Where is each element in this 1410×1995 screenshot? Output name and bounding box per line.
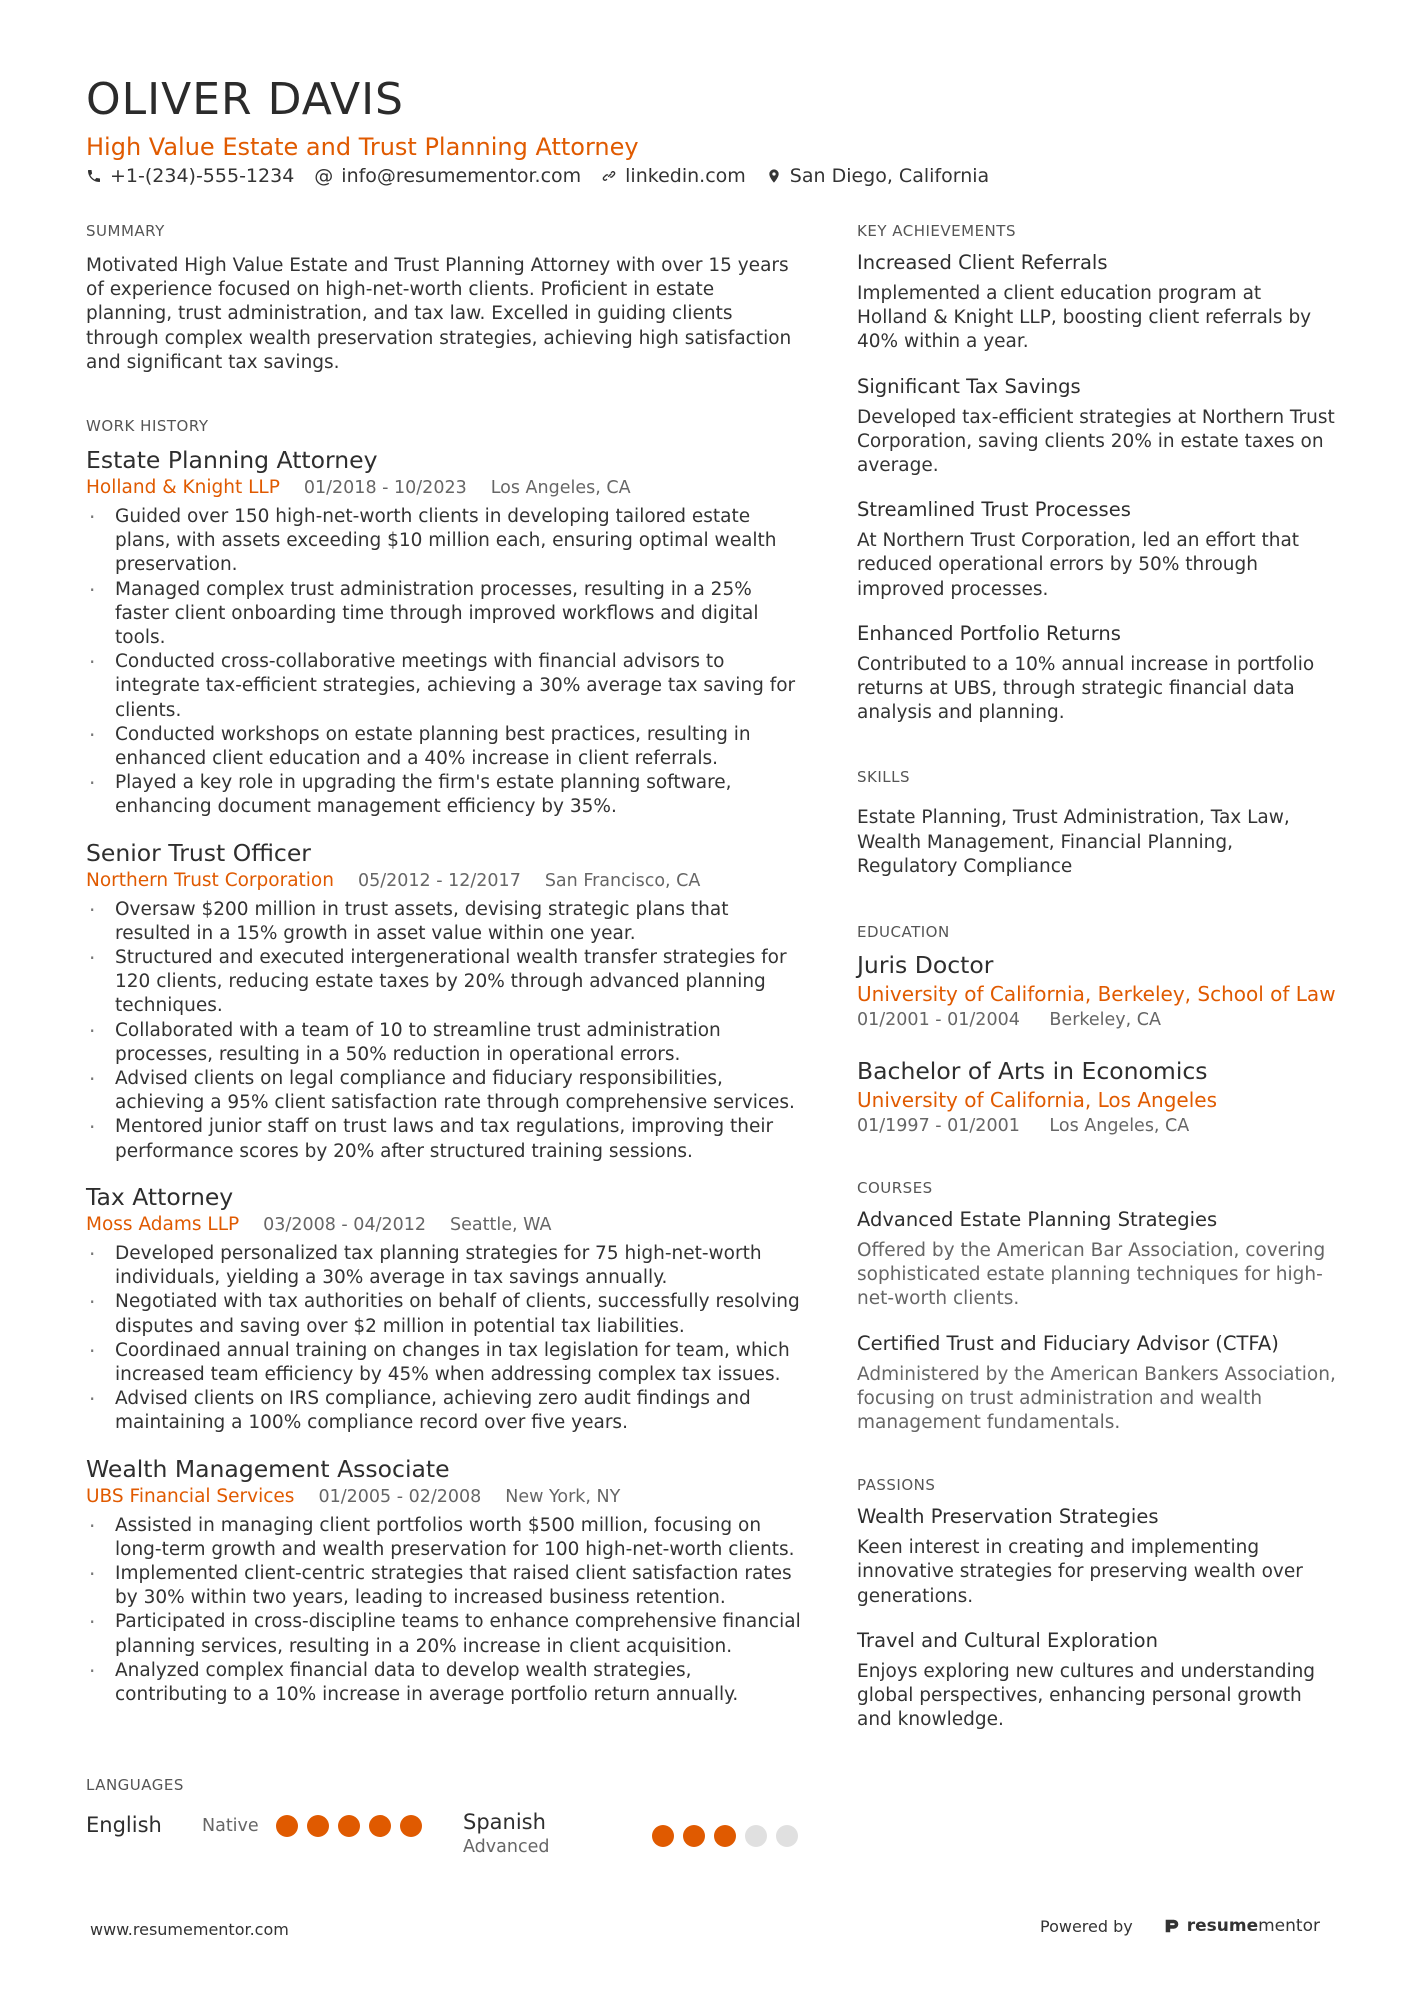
- job-bullet: · Conducted workshops on estate planning best practices, resulting in enhanced client education and a 40% increase in client referrals.: [86, 723, 806, 771]
- job-bullets: [86, 898, 806, 1164]
- education-item: [857, 1055, 1337, 1139]
- achievement-desc: Contributed to a 10% annual increase in portfolio returns at UBS, through strategic financial data analysis and planning.: [857, 653, 1315, 724]
- job-bullet: · Implemented client-centric strategies that raised client satisfaction rates by 30% within two years, leading to increased business retention.: [86, 1562, 806, 1610]
- courses-heading: COURSES: [857, 1179, 933, 1198]
- achievement-desc: Developed tax-efficient strategies at Northern Trust Corporation, saving clients 20% in estate taxes on average.: [857, 406, 1335, 477]
- job-meta: [86, 868, 806, 894]
- job-location: San Francisco, CA: [544, 870, 701, 891]
- passion-item: [857, 1628, 1337, 1733]
- job-bullet: · Guided over 150 high-net-worth clients in developing tailored estate plans, with assets exceeding $10 million each, ensuring optimal wealth preservation.: [86, 505, 806, 578]
- achievement-item: [857, 250, 1337, 355]
- course-title: Advanced Estate Planning Strategies: [857, 1208, 1218, 1232]
- job-bullet: · Conducted cross-collaborative meetings with financial advisors to integrate tax-efficient strategies, achieving a 30% average tax saving for clients.: [86, 650, 806, 723]
- education-location: Berkeley, CA: [1049, 1010, 1161, 1031]
- achievement-item: [857, 374, 1337, 479]
- education-meta: [857, 1113, 1337, 1139]
- job-bullets: [86, 505, 806, 820]
- right-column: [857, 222, 1337, 1751]
- course-desc: Administered by the American Bankers Association, focusing on trust administration and wealth management fundamentals.: [857, 1363, 1336, 1434]
- achievement-title: Significant Tax Savings: [857, 374, 1081, 398]
- passions-heading: PASSIONS: [857, 1476, 936, 1495]
- contact-linkedin[interactable]: [601, 165, 746, 187]
- footer-brand: [1040, 1916, 1320, 1936]
- job-dates: 01/2005 - 02/2008: [318, 1486, 482, 1507]
- skills-heading: SKILLS: [857, 768, 911, 787]
- link-icon: [601, 168, 617, 184]
- candidate-role: High Value Estate and Trust Planning Attorney: [86, 133, 639, 161]
- rating-dot-filled: [307, 1815, 329, 1837]
- achievement-desc: At Northern Trust Corporation, led an effort that reduced operational errors by 50% through improved processes.: [857, 530, 1300, 600]
- course-item: [857, 1207, 1337, 1312]
- language-level: Advanced: [463, 1837, 550, 1857]
- job-dates: 01/2018 - 10/2023: [303, 478, 467, 499]
- job-entry: [86, 1182, 806, 1436]
- rating-dot-filled: [276, 1815, 298, 1837]
- achievement-title: Enhanced Portfolio Returns: [857, 621, 1121, 645]
- rating-dot-filled: [652, 1825, 674, 1847]
- job-title: Senior Trust Officer: [86, 838, 311, 867]
- job-location: Seattle, WA: [450, 1214, 552, 1235]
- education-school: University of California, Berkeley, School of Law: [857, 982, 1336, 1007]
- job-dates: 03/2008 - 04/2012: [263, 1214, 427, 1235]
- summary-heading: SUMMARY: [86, 222, 165, 240]
- job-bullet: · Participated in cross-discipline teams to enhance comprehensive financial planning services, resulting in a 20% increase in client acquisition.: [86, 1610, 806, 1658]
- language-english-level: [202, 1814, 259, 1838]
- passions-section: [857, 1476, 1337, 1732]
- contact-location-text: San Diego, California: [789, 165, 990, 187]
- rating-dot-empty: [745, 1825, 767, 1847]
- brand-name-a: resume: [1186, 1916, 1259, 1936]
- education-dates: 01/1997 - 01/2001: [857, 1116, 1020, 1137]
- contact-location: [766, 165, 989, 187]
- education-degree: Juris Doctor: [857, 951, 994, 980]
- education-heading: EDUCATION: [857, 923, 950, 942]
- skills-text: Estate Planning, Trust Administration, Tax Law, Wealth Management, Financial Planning, Regulatory Compliance: [857, 807, 1290, 877]
- job-entry: [86, 838, 806, 1164]
- job-company: Holland & Knight LLP: [86, 477, 280, 499]
- language-name: Spanish: [463, 1810, 546, 1834]
- passion-title: Travel and Cultural Exploration: [857, 1628, 1158, 1652]
- rating-dot-empty: [776, 1825, 798, 1847]
- job-meta: [86, 1212, 806, 1238]
- job-bullet: · Collaborated with a team of 10 to streamline trust administration processes, resulting in a 50% reduction in operational errors.: [86, 1019, 806, 1067]
- job-company: Moss Adams LLP: [86, 1213, 240, 1235]
- job-bullet: · Mentored junior staff on trust laws and tax regulations, improving their performance scores by 20% after structured training sessions.: [86, 1115, 806, 1163]
- rating-dot-filled: [369, 1815, 391, 1837]
- work-history-section: [86, 417, 806, 1707]
- job-bullet: · Structured and executed intergenerational wealth transfer strategies for 120 clients, reducing estate taxes by 20% through advanced planning techniques.: [86, 946, 806, 1019]
- passion-item: [857, 1504, 1337, 1609]
- language-rating-english: [276, 1815, 431, 1837]
- education-section: [857, 923, 1337, 1139]
- job-bullet: · Assisted in managing client portfolios worth $500 million, focusing on long-term growth and wealth preservation for 100 high-net-worth clients.: [86, 1514, 806, 1562]
- summary-text: Motivated High Value Estate and Trust Planning Attorney with over 15 years of experience focused on high-net-worth clients. Proficient in estate planning, trust administration, and tax law. Excelled in guiding clients through complex wealth preservation strategies, achieving high satisfaction and significant tax savings.: [86, 255, 792, 373]
- language-rating-spanish: [652, 1825, 807, 1847]
- contact-email-text: info@resumementor.com: [341, 165, 582, 187]
- job-bullet: · Oversaw $200 million in trust assets, devising strategic plans that resulted in a 15% growth in asset value within one year.: [86, 898, 806, 946]
- achievements-heading: KEY ACHIEVEMENTS: [857, 222, 1016, 240]
- rating-dot-filled: [683, 1825, 705, 1847]
- contact-bar: [86, 165, 1009, 187]
- achievement-item: [857, 497, 1337, 602]
- language-english: [86, 1812, 162, 1838]
- job-company: UBS Financial Services: [86, 1485, 295, 1507]
- achievements-section: [857, 222, 1337, 725]
- courses-section: [857, 1179, 1337, 1435]
- job-bullet: · Played a key role in upgrading the firm's estate planning software, enhancing document management efficiency by 35%.: [86, 771, 806, 819]
- summary-section: [86, 222, 806, 375]
- job-bullet: · Negotiated with tax authorities on behalf of clients, successfully resolving disputes and saving over $2 million in potential tax liabilities.: [86, 1290, 806, 1338]
- course-desc: Offered by the American Bar Association, covering sophisticated estate planning techniques for high-net-worth clients.: [857, 1240, 1326, 1310]
- languages-heading: LANGUAGES: [86, 1776, 184, 1794]
- left-column: [86, 222, 806, 1725]
- achievement-desc: Implemented a client education program at Holland & Knight LLP, boosting client referrals by 40% within a year.: [857, 283, 1312, 353]
- job-bullet: · Managed complex trust administration processes, resulting in a 25% faster client onboarding time through improved workflows and digital tools.: [86, 578, 806, 651]
- phone-icon: [86, 168, 102, 184]
- job-title: Estate Planning Attorney: [86, 446, 378, 475]
- job-dates: 05/2012 - 12/2017: [357, 870, 521, 891]
- at-icon: @: [314, 165, 334, 187]
- footer-website[interactable]: www.resumementor.com: [90, 1920, 289, 1939]
- work-history-heading: WORK HISTORY: [86, 417, 209, 436]
- achievement-item: [857, 621, 1337, 726]
- education-school: University of California, Los Angeles: [857, 1088, 1218, 1113]
- education-location: Los Angeles, CA: [1049, 1116, 1190, 1137]
- job-bullet: · Advised clients on legal compliance and fiduciary responsibilities, achieving a 95% client satisfaction rate through comprehensive services.: [86, 1067, 806, 1115]
- language-name: English: [86, 1813, 162, 1837]
- job-entry: [86, 1454, 806, 1708]
- contact-email[interactable]: [314, 165, 581, 187]
- job-bullet: · Analyzed complex financial data to develop wealth strategies, contributing to a 10% increase in average portfolio return annually.: [86, 1659, 806, 1707]
- education-degree: Bachelor of Arts in Economics: [857, 1057, 1208, 1086]
- rating-dot-filled: [400, 1815, 422, 1837]
- rating-dot-filled: [714, 1825, 736, 1847]
- course-item: [857, 1331, 1337, 1436]
- job-company: Northern Trust Corporation: [86, 869, 334, 891]
- job-bullets: [86, 1514, 806, 1708]
- job-location: New York, NY: [505, 1486, 621, 1507]
- education-meta: [857, 1007, 1337, 1033]
- location-pin-icon: [766, 168, 782, 184]
- passion-desc: Enjoys exploring new cultures and understanding global perspectives, enhancing personal growth and knowledge.: [857, 1660, 1316, 1731]
- job-bullets: [86, 1242, 806, 1436]
- course-title: Certified Trust and Fiduciary Advisor (CTFA): [857, 1331, 1279, 1355]
- language-spanish: [463, 1809, 549, 1859]
- achievement-title: Increased Client Referrals: [857, 251, 1108, 274]
- brand-mark-icon: [1163, 1917, 1181, 1935]
- job-meta: [86, 475, 806, 501]
- job-title: Tax Attorney: [86, 1182, 234, 1211]
- passion-title: Wealth Preservation Strategies: [857, 1505, 1159, 1529]
- contact-phone-text: +1-(234)-555-1234: [110, 165, 295, 187]
- job-location: Los Angeles, CA: [490, 478, 631, 499]
- passion-desc: Keen interest in creating and implementing innovative strategies for preserving wealth over generations.: [857, 1537, 1303, 1607]
- job-meta: [86, 1484, 806, 1510]
- contact-linkedin-text: linkedin.com: [625, 165, 746, 187]
- job-bullet: · Coordinaed annual training on changes in tax legislation for team, which increased team efficiency by 45% when addressing complex tax issues.: [86, 1339, 806, 1387]
- brand-logo[interactable]: [1163, 1916, 1320, 1936]
- job-entry: [86, 445, 806, 820]
- languages-section: [86, 1776, 806, 1862]
- job-title: Wealth Management Associate: [86, 1454, 450, 1483]
- achievement-title: Streamlined Trust Processes: [857, 498, 1131, 522]
- job-bullet: · Developed personalized tax planning strategies for 75 high-net-worth individuals, yielding a 30% average in tax savings annually.: [86, 1242, 806, 1290]
- job-bullet: · Advised clients on IRS compliance, achieving zero audit findings and maintaining a 100% compliance record over five years.: [86, 1387, 806, 1435]
- contact-phone[interactable]: [86, 165, 294, 187]
- education-dates: 01/2001 - 01/2004: [857, 1010, 1020, 1031]
- languages-row: [86, 1812, 806, 1862]
- education-item: [857, 949, 1337, 1033]
- brand-name-b: mentor: [1258, 1916, 1320, 1936]
- candidate-name: OLIVER DAVIS: [86, 74, 404, 125]
- language-level: Native: [202, 1816, 259, 1836]
- skills-section: [857, 768, 1337, 879]
- rating-dot-filled: [338, 1815, 360, 1837]
- powered-by-label: Powered by: [1040, 1916, 1133, 1936]
